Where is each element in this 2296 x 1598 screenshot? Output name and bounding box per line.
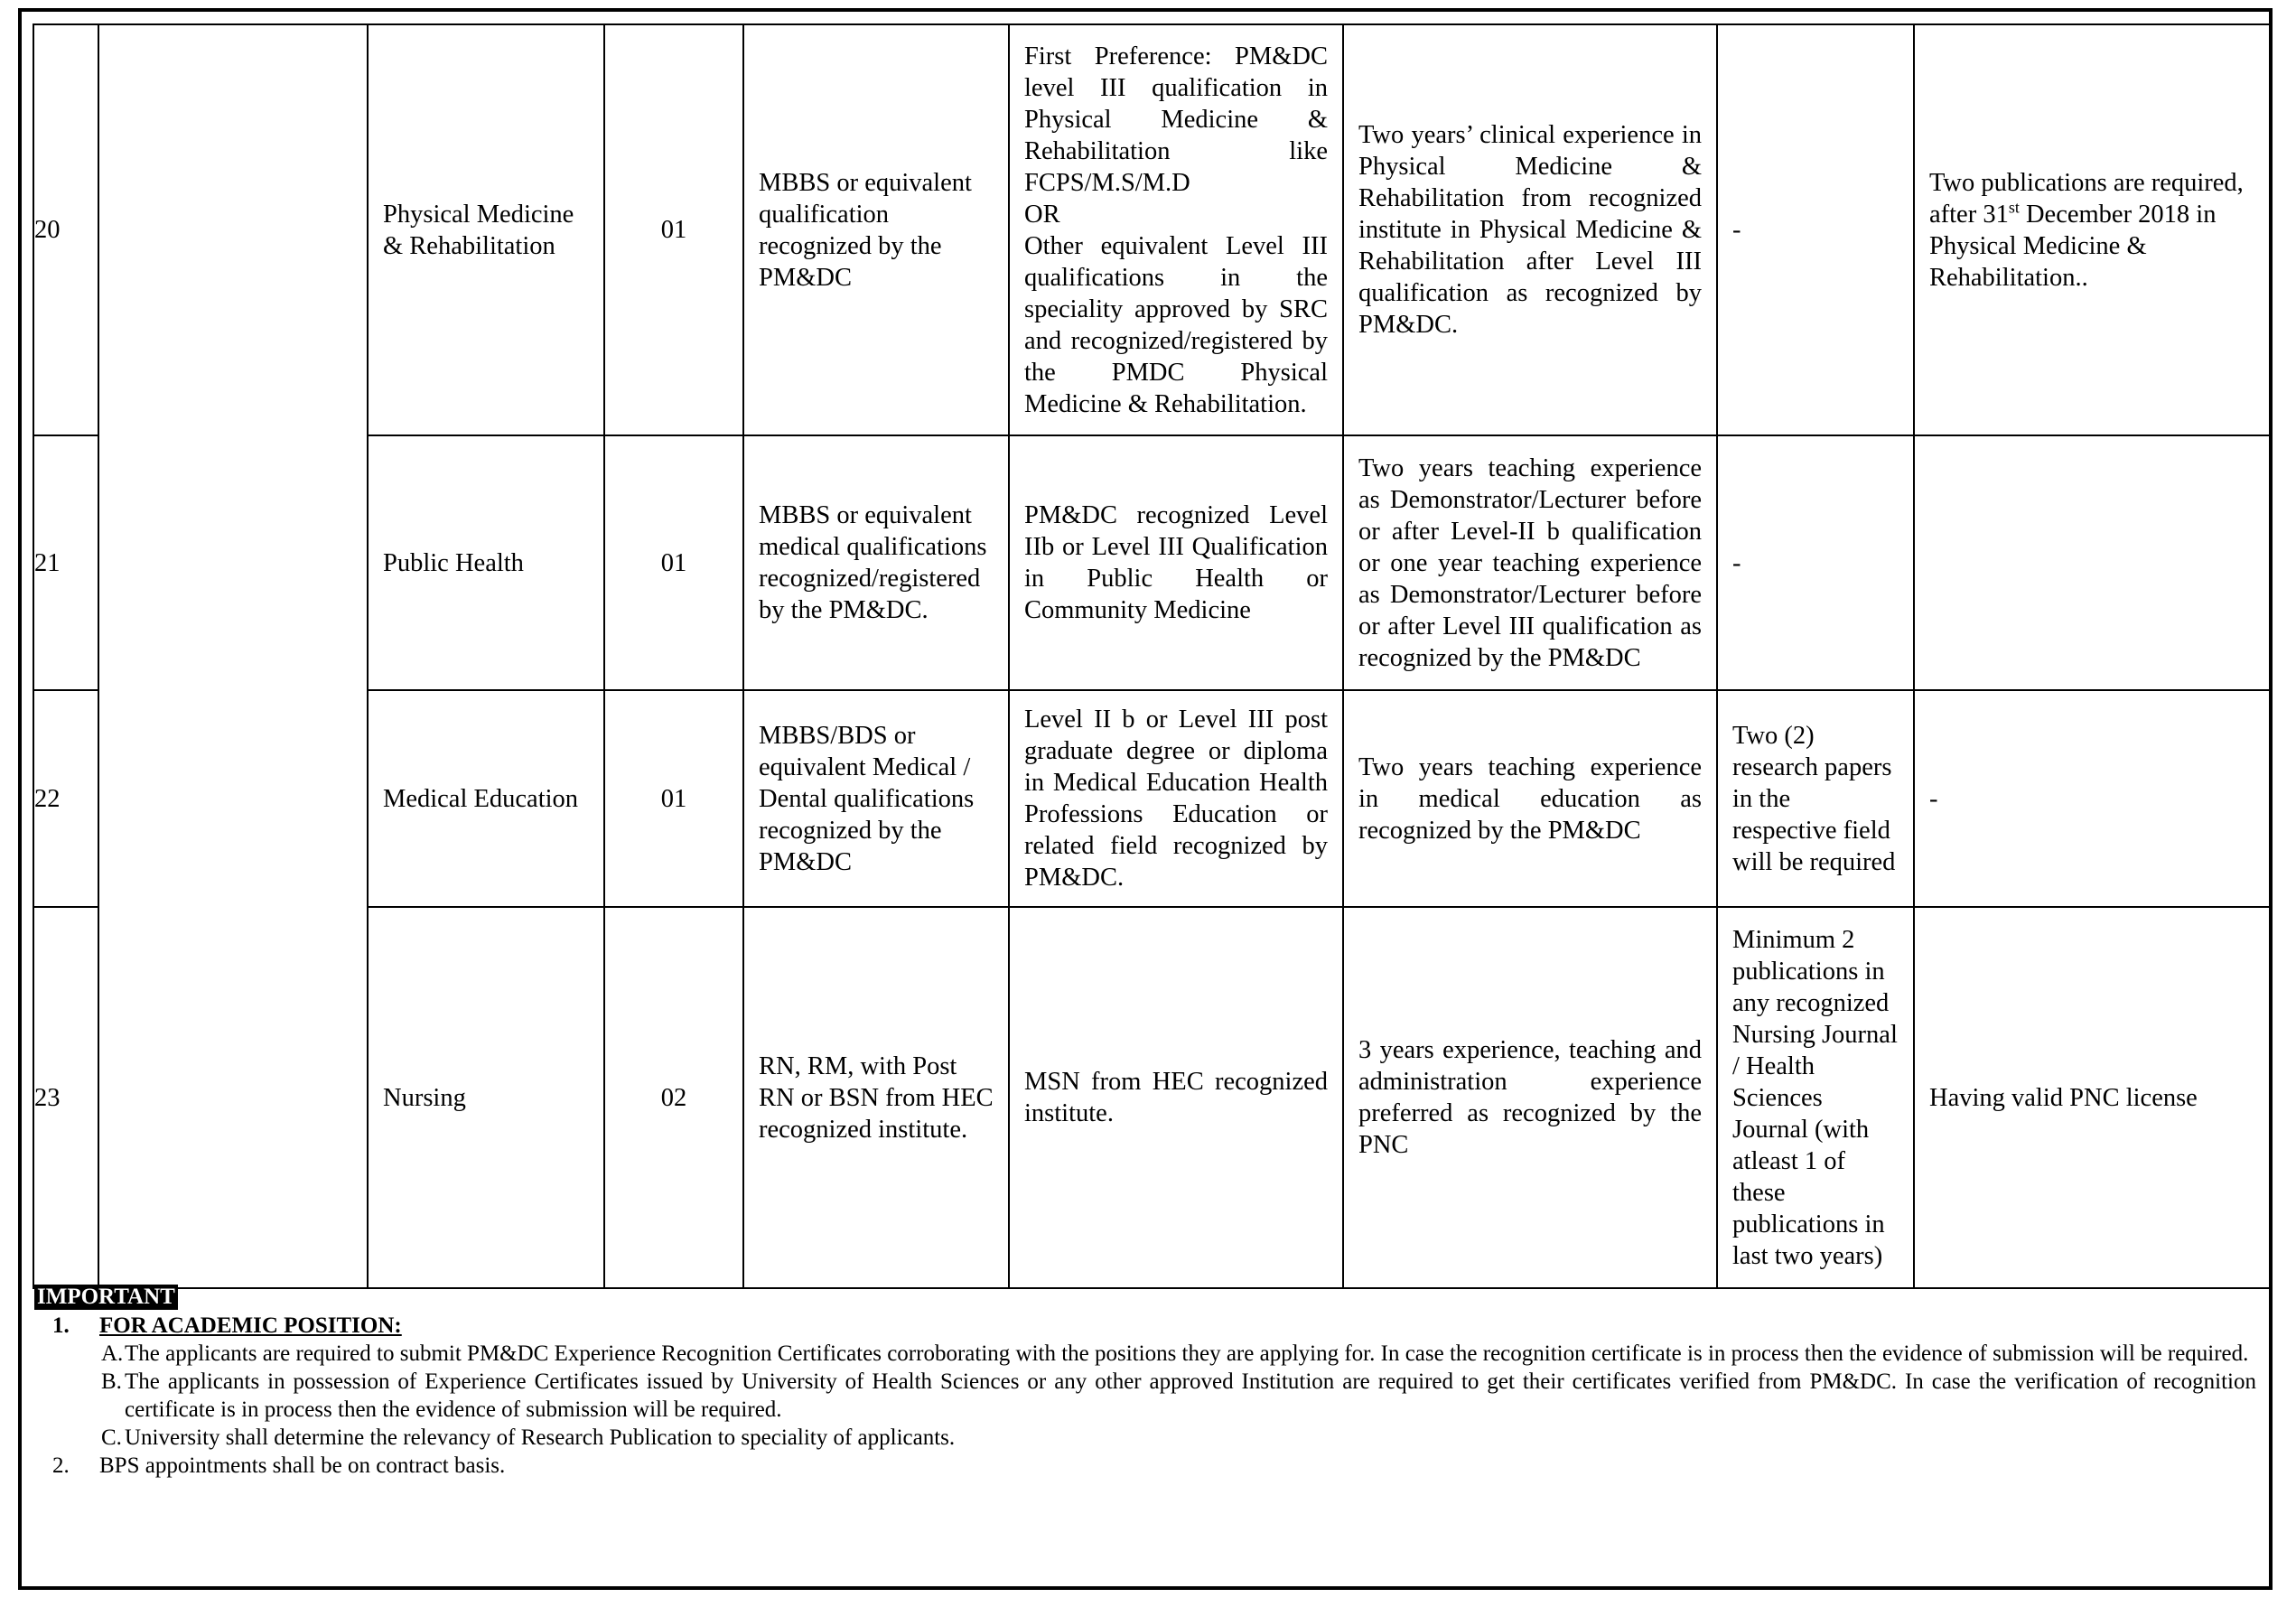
post-name: Nursing xyxy=(368,907,604,1288)
important-label: IMPORTANT xyxy=(34,1285,178,1310)
table-row xyxy=(33,24,2272,435)
note-text: BPS appointments shall be on contract basis. xyxy=(99,1453,506,1478)
other-requirement xyxy=(1914,24,2272,435)
post-name: Physical Medicine & Rehabilitation xyxy=(368,24,604,435)
research-requirement: - xyxy=(1717,24,1914,435)
other-requirement: - xyxy=(1914,690,2272,907)
experience-requirement: 3 years experience, teaching and administration experience preferred as recognized by the PNC xyxy=(1343,907,1717,1288)
basic-qualification: RN, RM, with Post RN or BSN from HEC recognized institute. xyxy=(743,907,1009,1288)
important-notes xyxy=(34,1283,2256,1480)
serial-number: 22 xyxy=(33,690,98,907)
sub-text: University shall determine the relevancy of Research Publication to speciality of applicants. xyxy=(125,1425,956,1450)
postgrad-qualification: MSN from HEC recognized institute. xyxy=(1009,907,1343,1288)
posts-table xyxy=(33,23,2273,1289)
table-row xyxy=(33,435,2272,690)
experience-requirement: Two years’ clinical experience in Physical Medicine & Rehabilitation from recognized institute in Physical Medicine & Rehabilitation after Level III qualification as recognized by PM&DC. xyxy=(1343,24,1717,435)
serial-number: 20 xyxy=(33,24,98,435)
note-sub-b xyxy=(58,1368,2256,1424)
sub-text: The applicants in possession of Experience Certificates issued by University of Health Sciences or any other approved Institution are required to get their certificates verified from PM&DC. In case the verification of recognition certificate is in process then the evidence of submission will be required. xyxy=(125,1369,2256,1422)
sub-letter: C. xyxy=(101,1425,122,1450)
postgrad-qualification: First Preference: PM&DC level III qualification in Physical Medicine & Rehabilitation like FCPS/M.S/M.D OR Other equivalent Level III qualifications in the speciality approved by SRC and recognized/registered by the PMDC Physical Medicine & Rehabilitation. xyxy=(1009,24,1343,435)
post-count: 01 xyxy=(604,24,743,435)
sub-letter: B. xyxy=(101,1369,122,1394)
research-requirement: - xyxy=(1717,435,1914,690)
research-requirement: Two (2) research papers in the respective field will be required xyxy=(1717,690,1914,907)
sub-letter: A. xyxy=(101,1341,124,1366)
postgrad-qualification: PM&DC recognized Level IIb or Level III Qualification in Public Health or Community Medicine xyxy=(1009,435,1343,690)
serial-number: 23 xyxy=(33,907,98,1288)
basic-qualification: MBBS or equivalent medical qualifications recognized/registered by the PM&DC. xyxy=(743,435,1009,690)
experience-requirement: Two years teaching experience in medical education as recognized by the PM&DC xyxy=(1343,690,1717,907)
post-count: 01 xyxy=(604,690,743,907)
note-item-1 xyxy=(34,1312,2256,1340)
ordinal-suffix: st xyxy=(2008,198,2020,216)
serial-number: 21 xyxy=(33,435,98,690)
other-text-post: December 2018 in Physical Medicine & Rehabilitation.. xyxy=(1929,200,2217,292)
note-sub-c xyxy=(58,1424,2256,1452)
post-name: Medical Education xyxy=(368,690,604,907)
note-number: 2. xyxy=(52,1453,70,1478)
post-name: Public Health xyxy=(368,435,604,690)
department-cell xyxy=(98,24,368,1288)
note-sub-a xyxy=(58,1340,2256,1368)
sub-text: The applicants are required to submit PM&DC Experience Recognition Certificates corroborating with the positions they are applying for. In case the recognition certificate is in process then the evidence of submission will be required. xyxy=(125,1341,2249,1366)
note-number: 1. xyxy=(52,1313,70,1338)
postgrad-qualification: Level II b or Level III post graduate degree or diploma in Medical Education Health Professions Education or related field recognized by PM&DC. xyxy=(1009,690,1343,907)
experience-requirement: Two years teaching experience as Demonstrator/Lecturer before or after Level-II b qualification or one year teaching experience as Demonstrator/Lecturer before or after Level III qualification as recognized by the PM&DC xyxy=(1343,435,1717,690)
post-count: 02 xyxy=(604,907,743,1288)
note-heading: FOR ACADEMIC POSITION: xyxy=(99,1313,402,1338)
other-requirement: Having valid PNC license xyxy=(1914,907,2272,1288)
table-row xyxy=(33,907,2272,1288)
table-row xyxy=(33,690,2272,907)
other-text-pre: Two publications are required, after 31 xyxy=(1929,168,2244,229)
basic-qualification: MBBS/BDS or equivalent Medical / Dental qualifications recognized by the PM&DC xyxy=(743,690,1009,907)
basic-qualification: MBBS or equivalent qualification recognized by the PM&DC xyxy=(743,24,1009,435)
note-item-2 xyxy=(34,1452,2256,1480)
research-requirement: Minimum 2 publications in any recognized Nursing Journal / Health Sciences Journal (with atleast 1 of these publications in last two years) xyxy=(1717,907,1914,1288)
other-requirement xyxy=(1914,435,2272,690)
post-count: 01 xyxy=(604,435,743,690)
